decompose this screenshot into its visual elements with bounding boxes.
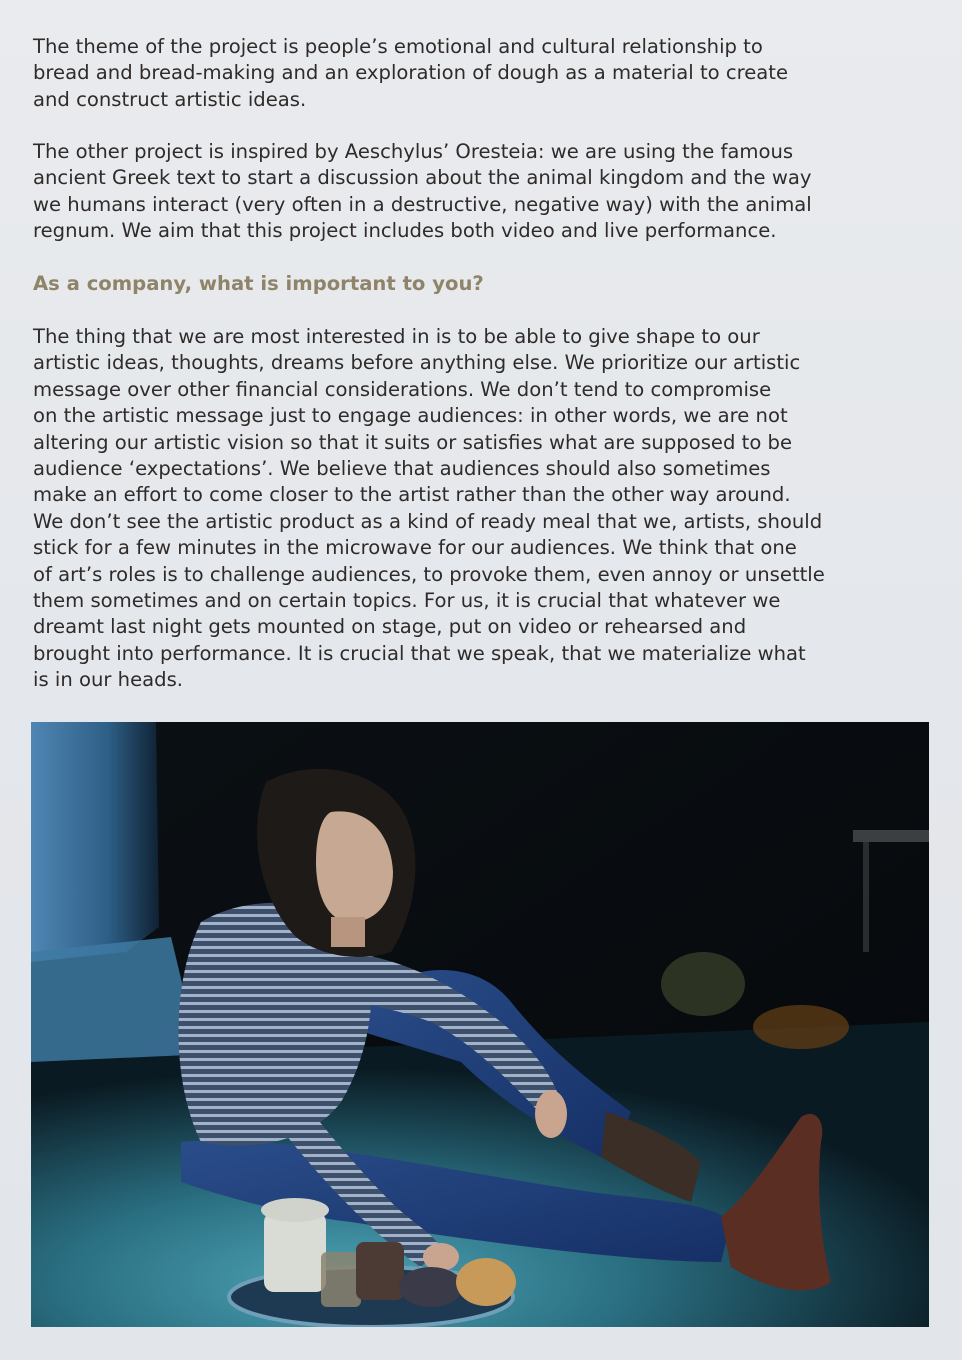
paragraph-company-values xyxy=(33,324,933,694)
text-line: we humans interact (very often in a destructive, negative way) with the animal xyxy=(33,192,812,216)
paragraph-project-theme xyxy=(33,34,933,113)
hand-on-knee xyxy=(535,1090,567,1138)
text-line: brought into performance. It is crucial that we speak, that we materialize what xyxy=(33,641,806,665)
performer-illustration xyxy=(31,722,929,1327)
jar xyxy=(264,1212,326,1292)
text-line: The other project is inspired by Aeschylus’ Oresteia: we are using the famous xyxy=(33,140,794,163)
table-prop xyxy=(853,830,929,842)
text-line: We don’t see the artistic product as a kind of ready meal that we, artists, should xyxy=(33,509,823,533)
orange-cloth-prop xyxy=(753,1005,849,1049)
hand-reaching xyxy=(423,1243,459,1271)
bread-roll xyxy=(456,1258,516,1306)
text-line: audience ‘expectations’. We believe that audiences should also sometimes xyxy=(33,457,771,481)
text-line: regnum. We aim that this project includes both video and live performance. xyxy=(33,219,777,243)
text-line: The theme of the project is people’s emotional and cultural relationship to xyxy=(33,35,763,58)
text-line: dreamt last night gets mounted on stage, put on video or rehearsed and xyxy=(33,615,747,639)
jar-lid xyxy=(261,1198,329,1222)
performance-photo xyxy=(31,722,929,1327)
text-line: The thing that we are most interested in is to be able to give shape to our xyxy=(33,325,760,348)
text-line: and construct artistic ideas. xyxy=(33,87,307,111)
neck xyxy=(331,917,365,947)
text-line: them sometimes and on certain topics. For us, it is crucial that whatever we xyxy=(33,589,781,613)
projection-screen xyxy=(31,722,159,962)
text-line: bread and bread-making and an exploration of dough as a material to create xyxy=(33,61,789,85)
text-line: stick for a few minutes in the microwave for our audiences. We think that one xyxy=(33,536,797,560)
text-line: is in our heads. xyxy=(33,668,184,692)
bundle-prop xyxy=(661,952,745,1016)
text-line: make an effort to come closer to the artist rather than the other way around. xyxy=(33,483,791,507)
text-line: message over other financial considerations. We don’t tend to compromise xyxy=(33,377,772,401)
text-line: altering our artistic vision so that it suits or satisfies what are supposed to be xyxy=(33,430,793,454)
dark-cup xyxy=(356,1242,404,1300)
text-line: artistic ideas, thoughts, dreams before anything else. We prioritize our artistic xyxy=(33,351,801,375)
table-leg xyxy=(863,842,869,952)
glass-cup xyxy=(321,1252,361,1307)
question-heading: As a company, what is important to you? xyxy=(33,272,484,295)
text-line: of art’s roles is to challenge audiences, to provoke them, even annoy or unsettle xyxy=(33,562,825,586)
text-line: on the artistic message just to engage audiences: in other words, we are not xyxy=(33,404,788,428)
paragraph-oresteia-project xyxy=(33,139,933,245)
figs xyxy=(399,1267,463,1307)
text-line: ancient Greek text to start a discussion about the animal kingdom and the way xyxy=(33,166,812,190)
